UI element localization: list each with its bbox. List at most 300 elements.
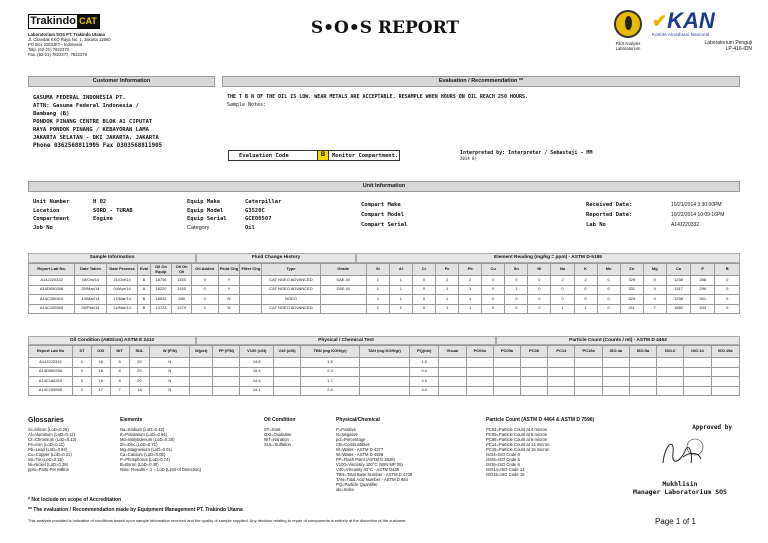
table-cell — [273, 377, 300, 387]
phys-col-header: Visual — [439, 346, 466, 358]
table-cell — [439, 358, 466, 368]
table-cell: 18 — [129, 386, 150, 396]
cat-logo-text: CAT — [77, 15, 99, 28]
phys-col-header: TAN (mg KOH/gr) — [359, 346, 409, 358]
glossary-entry: B=Boron (LoD=0.40) — [120, 462, 159, 467]
table-cell: 4.0 — [410, 377, 439, 387]
glossary-entry: ppm=Parts Per Million — [28, 467, 70, 472]
unit-value: Engine — [93, 216, 113, 222]
table-cell — [213, 367, 240, 377]
table-cell — [466, 386, 493, 396]
footer — [28, 497, 740, 537]
table-cell: 18220 — [150, 285, 172, 295]
sample-col-header: Date Process — [106, 264, 138, 276]
table-cell — [466, 358, 493, 368]
header — [0, 0, 768, 68]
sample-col-header: Mg — [643, 264, 666, 276]
kan-mark — [652, 10, 752, 32]
table-cell — [684, 386, 711, 396]
unit-label: Compart Make — [361, 202, 401, 208]
table-cell — [684, 367, 711, 377]
table-cell: 1680 — [666, 304, 690, 314]
table-cell: 2 — [551, 276, 574, 286]
glossary-phys-title: Physical/Chemical — [336, 417, 380, 423]
table-cell — [273, 358, 300, 368]
table-cell: CAT NGEO ADVANCED — [262, 304, 320, 314]
table-cell: 20 — [129, 367, 150, 377]
table-cell: 2 — [436, 276, 459, 286]
table-cell: 0 — [191, 304, 218, 314]
unit-value: Caterpillar — [245, 199, 282, 205]
table-row — [29, 377, 740, 387]
table-cell: Y — [218, 276, 240, 286]
glossary-entry: V40=Viscosity 40°C - ASTM D445 — [336, 467, 400, 472]
glossary-entry: Sn=Tin (LoD=0.25) — [28, 457, 64, 462]
table-row — [29, 304, 740, 314]
table-cell: A14C105508 — [29, 304, 75, 314]
table-cell: 2.3 — [301, 367, 360, 377]
table-cell: N — [150, 367, 190, 377]
table-cell: 0 — [643, 276, 666, 286]
table-cell: B — [138, 295, 150, 305]
table-cell: 0 — [412, 304, 435, 314]
sample-col-header: Oil On Oil — [172, 264, 191, 276]
sample-col-header: Fe — [436, 264, 459, 276]
table-cell — [273, 367, 300, 377]
sample-col-header: Type — [262, 264, 320, 276]
table-cell — [359, 358, 409, 368]
sample-col-header: Sn — [505, 264, 528, 276]
table-cell — [629, 386, 656, 396]
glossary-entry: Note: Results < 1 = LoD (Limit of Detection) — [120, 467, 201, 472]
phys-col-header: Report Lab No — [29, 346, 73, 358]
table-cell: A14D050206 — [29, 285, 75, 295]
table-cell: N — [218, 295, 240, 305]
sample-col-header: P — [691, 264, 715, 276]
table-cell — [493, 358, 520, 368]
table-cell: N — [150, 377, 190, 387]
table-cell: 0 — [72, 386, 91, 396]
table-cell — [657, 358, 684, 368]
address-line: PO Box 2283JKT - Indonesia — [28, 42, 83, 47]
table-cell: 0 — [643, 295, 666, 305]
sample-col-header: Report Lab No. — [29, 264, 75, 276]
table-cell — [320, 304, 366, 314]
glossary-entry: W=Water - ASTM D 4928 — [336, 452, 384, 457]
table-cell: 1317 — [666, 285, 690, 295]
phys-col-header: ISO.14 — [684, 346, 711, 358]
unit-label: Job No — [33, 224, 53, 231]
table-cell — [190, 358, 213, 368]
table-cell — [548, 377, 575, 387]
customer-address — [33, 94, 218, 150]
trakindo-logo-text: Trakindo — [30, 15, 76, 27]
table-cell: 288 — [691, 276, 715, 286]
unit-label: Equip Model — [187, 207, 224, 214]
sample-info-header: Sample Information — [28, 253, 196, 263]
unit-value: GCE00507 — [245, 216, 272, 222]
table-cell: N — [150, 386, 190, 396]
table-cell: 1 — [459, 285, 482, 295]
glossary-entry: ISO15=ISO Code 15 — [486, 472, 525, 477]
customer-phone: Phone 0362568811905 Fax 0303568811905 — [33, 143, 163, 149]
sample-col-header: Oil On Equip — [150, 264, 172, 276]
customer-line: PONDOK PINANG CENTRE BLOK A1 CIPUTAT — [33, 119, 153, 125]
glossary-entry: Cu=Copper (LoD=0.21) — [28, 452, 72, 457]
kan-logo — [652, 10, 752, 52]
glossary-entry: Na=Sodium (LoD=0.42) — [120, 427, 165, 432]
table-cell: 0 — [191, 285, 218, 295]
table-cell: 1298 — [666, 295, 690, 305]
glossary-entry: NIT=Nitration — [264, 437, 289, 442]
unit-info-header: Unit Information — [28, 181, 740, 192]
table-cell: 301 — [691, 295, 715, 305]
sample-col-header: Grade — [320, 264, 366, 276]
kan-subtitle: Komite Akreditasi Nasional — [652, 32, 710, 37]
lab-address-block — [28, 32, 148, 57]
table-cell: 0 — [72, 367, 91, 377]
footnote-disclaimer: This analysis provided is indicative of conditions based upon sample information received and the quality of sample supplied. Any decision relating to repair of components is entirely at the discretion of the customer. — [28, 518, 407, 523]
table-cell — [359, 367, 409, 377]
evaluation-text: THE T B N OF THE OIL IS LOW. WEAR METALS ARE ACCEPTABLE. RESAMPLE WHEN HOURS ON OIL REACH 250 HOURS. — [227, 94, 529, 100]
table-cell: 1 — [574, 304, 597, 314]
table-cell: N — [150, 358, 190, 368]
physical-chemical-header: Physical / Chemical Test — [196, 336, 496, 345]
glossary-col-elements-2 — [120, 427, 260, 472]
phys-col-header: ISO.6 — [657, 346, 684, 358]
table-cell: 1.5 — [301, 358, 360, 368]
check-icon: ✔ — [652, 11, 668, 31]
table-cell — [711, 377, 739, 387]
phys-col-header: PQ(idx) — [410, 346, 439, 358]
table-cell: 26/Feb/14 — [75, 304, 107, 314]
evaluation-code-badge: B — [317, 150, 329, 161]
table-row — [29, 285, 740, 295]
table-cell: 1 — [389, 295, 412, 305]
table-cell — [213, 377, 240, 387]
table-cell: 14723 — [150, 304, 172, 314]
table-cell — [190, 367, 213, 377]
unit-value: Oil — [245, 224, 255, 231]
unit-label: Compart Serial — [361, 222, 408, 228]
oil-condition-header: Oil Condition (ABS/cm) ASTM E 2412 — [28, 336, 196, 345]
table-cell: 329 — [620, 276, 643, 286]
phys-col-header: TBN (mg KOH/gr) — [301, 346, 360, 358]
glossary-entry: Zn=Zinc (LoD=0.71) — [120, 442, 158, 447]
table-cell: 18 — [91, 377, 110, 387]
table-cell — [273, 386, 300, 396]
report-title: S•O•S REPORT — [310, 18, 460, 38]
unit-mid-col — [187, 198, 347, 232]
footnote-accreditation: * Not Include on scope of Accreditation — [28, 497, 122, 503]
table-cell: 0 — [412, 285, 435, 295]
table-cell: 1 — [459, 295, 482, 305]
table-cell — [548, 358, 575, 368]
kan-text: KAN — [667, 8, 715, 33]
evaluation-code-desc: Monitor Compartment. — [332, 152, 399, 159]
sample-table — [28, 263, 740, 314]
glossary-entry: ISO14=ISO Code 14 — [486, 467, 525, 472]
unit-label: Location — [33, 207, 60, 214]
glossary-entry: FP=Flash Point (ASTM D 3828) — [336, 457, 395, 462]
table-cell: 0 — [412, 295, 435, 305]
table-cell: 13/Mar/14 — [75, 295, 107, 305]
table-cell — [359, 386, 409, 396]
approver-role: Manager Laboratorium SOS — [633, 488, 727, 496]
reported-date: 10/22/2014 10:09:16PM — [671, 212, 725, 218]
approved-by-label: Approved by — [692, 424, 732, 431]
table-cell: 280 — [172, 295, 191, 305]
table-cell — [213, 386, 240, 396]
table-cell: 1 — [551, 304, 574, 314]
table-cell — [684, 358, 711, 368]
phys-col-header: ST — [72, 346, 91, 358]
customer-line: JAKARTA SELATAN - DKI JAKARTA, JAKARTA — [33, 135, 159, 141]
table-cell: B — [138, 276, 150, 286]
table-cell — [240, 295, 262, 305]
glossary-entry: Fe=Iron (LoD=0.11) — [28, 442, 65, 447]
table-cell: 2 — [459, 276, 482, 286]
table-cell: 0 — [505, 295, 528, 305]
table-cell: 0 — [505, 276, 528, 286]
sample-col-header: Fluid Chg — [218, 264, 240, 276]
glossary-entry: CB=Combustibles — [336, 442, 370, 447]
table-cell — [190, 386, 213, 396]
table-cell — [602, 386, 629, 396]
table-cell: 15.4 — [240, 367, 274, 377]
glossary-entry: TBN=Total Base Number - ASTM D 4739 — [336, 472, 413, 477]
table-cell: 4.0 — [410, 386, 439, 396]
physical-table — [28, 345, 740, 396]
table-cell: 0 — [528, 295, 551, 305]
glossary-col-elements-1 — [28, 427, 128, 472]
table-cell: 1 — [366, 285, 389, 295]
customer-line: Bambang (B) — [33, 111, 70, 117]
table-cell: 0 — [412, 276, 435, 286]
phys-col-header: ISO.15a — [711, 346, 739, 358]
evaluation-code-label: Evaluation Code — [239, 152, 289, 159]
glossary-entry: ISO6=ISO Code 6 — [486, 462, 520, 467]
unit-right-col — [586, 200, 746, 230]
phys-col-header: V100 (cSt) — [240, 346, 274, 358]
table-cell — [575, 377, 602, 387]
signature-icon — [645, 433, 715, 473]
page-number: Page 1 of 1 — [655, 517, 696, 526]
phys-col-header: PC05a — [493, 346, 520, 358]
sample-col-header: B — [715, 264, 740, 276]
table-cell: 21/Oct/14 — [106, 276, 138, 286]
glossary-entry: Ni=Nickel (LoD=0.39) — [28, 462, 69, 467]
table-cell: 0 — [715, 285, 740, 295]
glossary-entry: Ca=Calcium (LoD=0.05) — [120, 452, 166, 457]
table-cell: A14J220332 — [29, 358, 73, 368]
glossary-entry: OXI=Oxidation — [264, 432, 292, 437]
table-cell: CAT NGEO ADVANCED — [262, 285, 320, 295]
address-line: Telp. (62-21) 7822373 — [28, 47, 69, 52]
sample-col-header: K — [574, 264, 597, 276]
table-cell: B — [138, 304, 150, 314]
phys-col-header: V40 (cSt) — [273, 346, 300, 358]
unit-value: G3520C — [245, 207, 265, 214]
glossary-oil-title: Oil Condition — [264, 417, 296, 423]
sample-col-header: Filter Chg — [240, 264, 262, 276]
table-cell: 1 — [389, 276, 412, 286]
table-row — [29, 358, 740, 368]
table-cell — [493, 386, 520, 396]
table-cell: 18736 — [150, 276, 172, 286]
table-cell: 20 — [129, 358, 150, 368]
glossary-entry: P=Positive — [336, 427, 356, 432]
table-cell: 18 — [91, 358, 110, 368]
sample-col-header: Mo — [597, 264, 620, 276]
evaluation-header: Evaluation / Recommendation ** — [222, 76, 740, 87]
table-cell: A14C166310 — [29, 377, 73, 387]
table-cell: 2.4 — [301, 386, 360, 396]
customer-line: RAYA PONDOK PINANG / KEBAYORAN LAMA — [33, 127, 149, 133]
unit-label: Equip Make — [187, 199, 221, 205]
glossary-entry: P=Phosphorus (LoD=0.74) — [120, 457, 170, 462]
glossary-col-pc — [486, 427, 616, 477]
table-cell: 7 — [643, 304, 666, 314]
table-cell — [575, 386, 602, 396]
phys-col-header: PC06 — [521, 346, 548, 358]
table-cell: 0 — [574, 295, 597, 305]
trakindo-logo — [28, 14, 100, 29]
table-cell: 0 — [482, 304, 505, 314]
table-cell — [466, 367, 493, 377]
glossary-elements-title: Elements — [120, 417, 143, 423]
table-cell — [493, 377, 520, 387]
approver-name: Mukhlisin — [662, 480, 698, 488]
glossary-entry: Si=Silicon (LoD=0.26) — [28, 427, 69, 432]
fluid-change-header: Fluid Change History — [196, 253, 356, 263]
table-cell: 0 — [597, 304, 620, 314]
table-cell: 0 — [715, 276, 740, 286]
drop-icon — [614, 10, 642, 38]
sample-col-header: Zn — [620, 264, 643, 276]
table-cell: 0 — [715, 295, 740, 305]
phys-col-header: PC14 — [548, 346, 575, 358]
table-cell: 1.0 — [410, 358, 439, 368]
table-cell — [439, 377, 466, 387]
table-cell: 1 — [436, 295, 459, 305]
table-cell: 0 — [72, 377, 91, 387]
glossary-col-phys — [336, 427, 476, 492]
table-cell: A14D050206 — [29, 367, 73, 377]
table-cell: 1 — [505, 285, 528, 295]
table-cell: 0 — [597, 295, 620, 305]
unit-left-col — [33, 198, 183, 232]
glossary-entry: Cr=Chromium (LoD=0.12) — [28, 437, 77, 442]
table-cell: 0 — [482, 276, 505, 286]
table-cell: 0 — [528, 304, 551, 314]
sample-col-header: Pb — [459, 264, 482, 276]
table-cell: 1 — [389, 304, 412, 314]
table-cell: 14.1 — [240, 386, 274, 396]
glossary-entry: ISO5=ISO Code 5 — [486, 457, 520, 462]
table-cell: 0 — [551, 295, 574, 305]
table-cell — [711, 367, 739, 377]
table-cell: 0 — [597, 276, 620, 286]
table-cell: 0 — [191, 276, 218, 286]
sample-col-header: Ca — [666, 264, 690, 276]
table-cell — [213, 358, 240, 368]
table-cell: 18032 — [150, 295, 172, 305]
interpreted-by — [460, 150, 660, 161]
table-cell — [629, 377, 656, 387]
sample-col-header: Si — [366, 264, 389, 276]
table-cell — [711, 358, 739, 368]
kan-lab: Laboratorium Penguji — [704, 40, 752, 46]
glossary-entry: PC05=Particle Count at 5 micron — [486, 432, 548, 437]
table-cell: 296 — [691, 285, 715, 295]
glossary-entry: TAN=Total Acid Number - ASTM D 664 — [336, 477, 408, 482]
unit-label: Received Date: — [586, 202, 633, 208]
table-cell: A14J220332 — [29, 276, 75, 286]
customer-line: GASUMA FEDERAL INDONESIA PT. — [33, 95, 126, 101]
table-cell — [602, 367, 629, 377]
glossary-entry: Al=Aluminum (LoD=0.12) — [28, 432, 76, 437]
glossary-entry: PC04=Particle Count at 4 micron — [486, 427, 548, 432]
table-cell: 0 — [191, 295, 218, 305]
sample-col-header: Na — [551, 264, 574, 276]
table-cell: 0 — [528, 276, 551, 286]
table-cell: 0.0 — [410, 367, 439, 377]
table-cell — [190, 377, 213, 387]
table-cell: 17/Mar/14 — [106, 295, 138, 305]
evaluation-code-box — [228, 150, 400, 161]
table-cell: 1 — [389, 285, 412, 295]
table-cell — [359, 377, 409, 387]
phys-col-header: OXI — [91, 346, 110, 358]
phys-col-header: W (F/N) — [150, 346, 190, 358]
table-cell: 1238 — [666, 276, 690, 286]
table-cell: 8 — [110, 358, 129, 368]
interpreted-by-line2: 2014 8) — [460, 156, 477, 161]
table-cell — [575, 367, 602, 377]
glossary-entry: K=Potassium (LoD=0.64) — [120, 432, 168, 437]
table-cell: Y — [218, 285, 240, 295]
table-cell — [657, 377, 684, 387]
table-cell: 8 — [110, 367, 129, 377]
unit-comp-col — [361, 200, 511, 230]
customer-info-header: Customer Information — [28, 76, 215, 87]
phys-col-header: PC04a — [466, 346, 493, 358]
table-cell: 14.6 — [240, 358, 274, 368]
glossary-entry: Mg=Magnesium (LoD=0.01) — [120, 447, 173, 452]
table-cell — [439, 367, 466, 377]
glossary-entry: SUL=Sulfation — [264, 442, 291, 447]
table-cell: 2 — [574, 276, 597, 286]
table-cell — [575, 358, 602, 368]
table-cell: 1 — [436, 285, 459, 295]
glossary — [28, 416, 618, 494]
table-row — [29, 276, 740, 286]
table-cell — [320, 295, 366, 305]
unit-label: Equip Serial — [187, 216, 227, 222]
table-cell — [711, 386, 739, 396]
table-cell: 0 — [482, 295, 505, 305]
table-cell: 0 — [643, 285, 666, 295]
table-cell: 411 — [620, 304, 643, 314]
table-cell: A14C105508 — [29, 386, 73, 396]
glossary-entry: PC14=Particle Count at 14 micron — [486, 442, 550, 447]
glossary-pc-title: Particle Count (ASTM D 4464 & ASTM D 7596) — [486, 417, 595, 423]
sample-col-header: Ni — [528, 264, 551, 276]
glossary-entry: idx=Index — [336, 487, 355, 492]
table-cell — [629, 367, 656, 377]
table-cell: A — [138, 285, 150, 295]
